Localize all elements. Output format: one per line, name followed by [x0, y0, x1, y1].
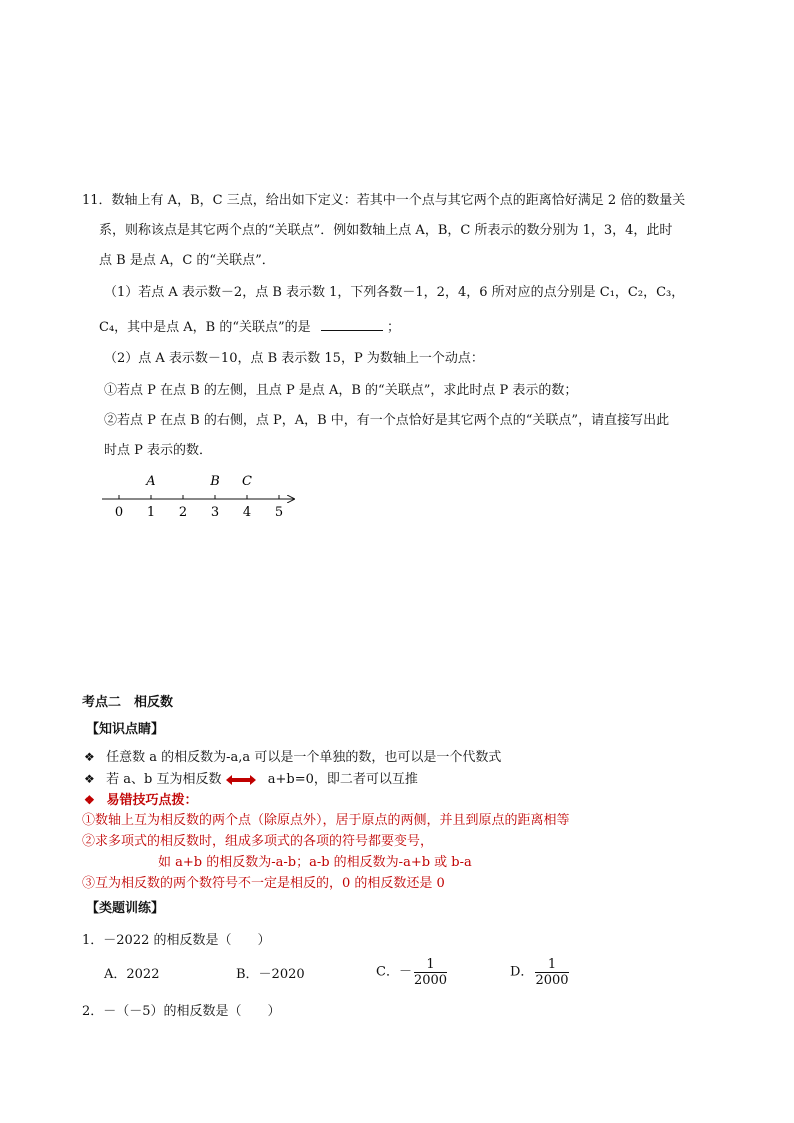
tick-label: 1	[146, 505, 156, 520]
bullet-2	[84, 770, 418, 789]
bullet-1-text: 任意数 a 的相反数为-a,a 可以是一个单独的数，也可以是一个代数式	[106, 750, 502, 765]
tip-1: ①数轴上互为相反数的两个点（除原点外），居于原点的两侧，并且到原点的距离相等	[82, 813, 570, 828]
tick-label: 2	[178, 505, 188, 520]
tips-header: 易错技巧点拨：	[106, 793, 198, 808]
point-label: A	[146, 474, 156, 489]
fraction-numerator: 1	[535, 957, 568, 973]
double-arrow-icon	[226, 775, 256, 785]
number-line-figure	[96, 470, 306, 520]
q11-line-6: （2）点 A 表示数－10，点 B 表示数 15，P 为数轴上一个动点：	[104, 351, 484, 366]
q11-line-4: （1）若点 A 表示数－2，点 B 表示数 1，下列各数－1，2，4，6 所对应的点分别是 C₁，C₂，C₃，	[104, 285, 685, 300]
fraction-denominator: 2000	[535, 973, 569, 988]
bullet-2-text-a: 若 a、b 互为相反数	[106, 772, 222, 787]
diamond-bullet-icon: ❖	[84, 793, 95, 807]
tip-2: ②求多项式的相反数时，组成多项式的各项的符号都要变号，	[82, 834, 434, 849]
fraction	[414, 957, 447, 988]
q1-option-a[interactable]: A．2022	[104, 967, 160, 982]
fraction-numerator: 1	[414, 957, 447, 973]
q1-option-b[interactable]: B．－2020	[236, 967, 305, 982]
q11-line-5-end: ；	[386, 320, 400, 335]
fraction-denominator: 2000	[413, 973, 448, 988]
q2-stem: 2．－（－5）的相反数是（ ）	[82, 1004, 281, 1019]
section-title: 考点二 相反数	[82, 695, 174, 710]
bullet-2-text-b: a+b=0，即二者可以互推	[267, 772, 418, 787]
q11-line-2: 系，则称该点是其它两个点的“关联点”．例如数轴上点 A，B，C 所表示的数分别为 1，3，4，此时	[99, 223, 673, 238]
fraction	[535, 957, 568, 988]
point-label: C	[242, 474, 252, 489]
q11-line-1: 11．数轴上有 A，B，C 三点，给出如下定义：若其中一个点与其它两个点的距离恰好满足 2 倍的数量关	[82, 193, 686, 208]
tips-header-row	[84, 791, 198, 810]
tip-3: ③互为相反数的两个数符号不一定是相反的，0 的相反数还是 0	[82, 876, 445, 891]
q1-option-c[interactable]	[376, 957, 447, 988]
answer-blank[interactable]	[321, 318, 383, 331]
tick-label: 4	[242, 505, 252, 520]
tip-2-example: 如 a+b 的相反数为-a-b；a-b 的相反数为-a+b 或 b-a	[158, 855, 472, 870]
q11-line-5-text: C₄，其中是点 A，B 的“关联点”的是	[99, 320, 311, 335]
tick-label: 3	[210, 505, 220, 520]
q11-line-9: 时点 P 表示的数．	[104, 443, 213, 458]
tick-label: 0	[114, 505, 124, 520]
q1-option-d-prefix: D．	[510, 964, 534, 980]
knowledge-header: 【知识点睛】	[86, 722, 165, 737]
q1-stem: 1．－2022 的相反数是（ ）	[82, 933, 271, 948]
diamond-bullet-icon: ❖	[84, 750, 95, 764]
diamond-bullet-icon: ❖	[84, 772, 95, 786]
q11-line-5	[99, 318, 400, 337]
q11-line-3: 点 B 是点 A，C 的“关联点”．	[99, 253, 275, 268]
q11-line-8: ②若点 P 在点 B 的右侧，点 P，A，B 中，有一个点恰好是其它两个点的“关联点”，请直接写出此	[104, 413, 670, 428]
q11-line-7: ①若点 P 在点 B 的左侧，且点 P 是点 A，B 的“关联点”，求此时点 P 表示的数；	[104, 383, 578, 398]
q1-option-c-prefix: C．－	[376, 964, 412, 980]
tick-label: 5	[274, 505, 284, 520]
q1-option-d[interactable]	[510, 957, 569, 988]
training-header: 【类题训练】	[86, 901, 165, 916]
point-label: B	[210, 474, 220, 489]
bullet-1	[84, 748, 501, 767]
